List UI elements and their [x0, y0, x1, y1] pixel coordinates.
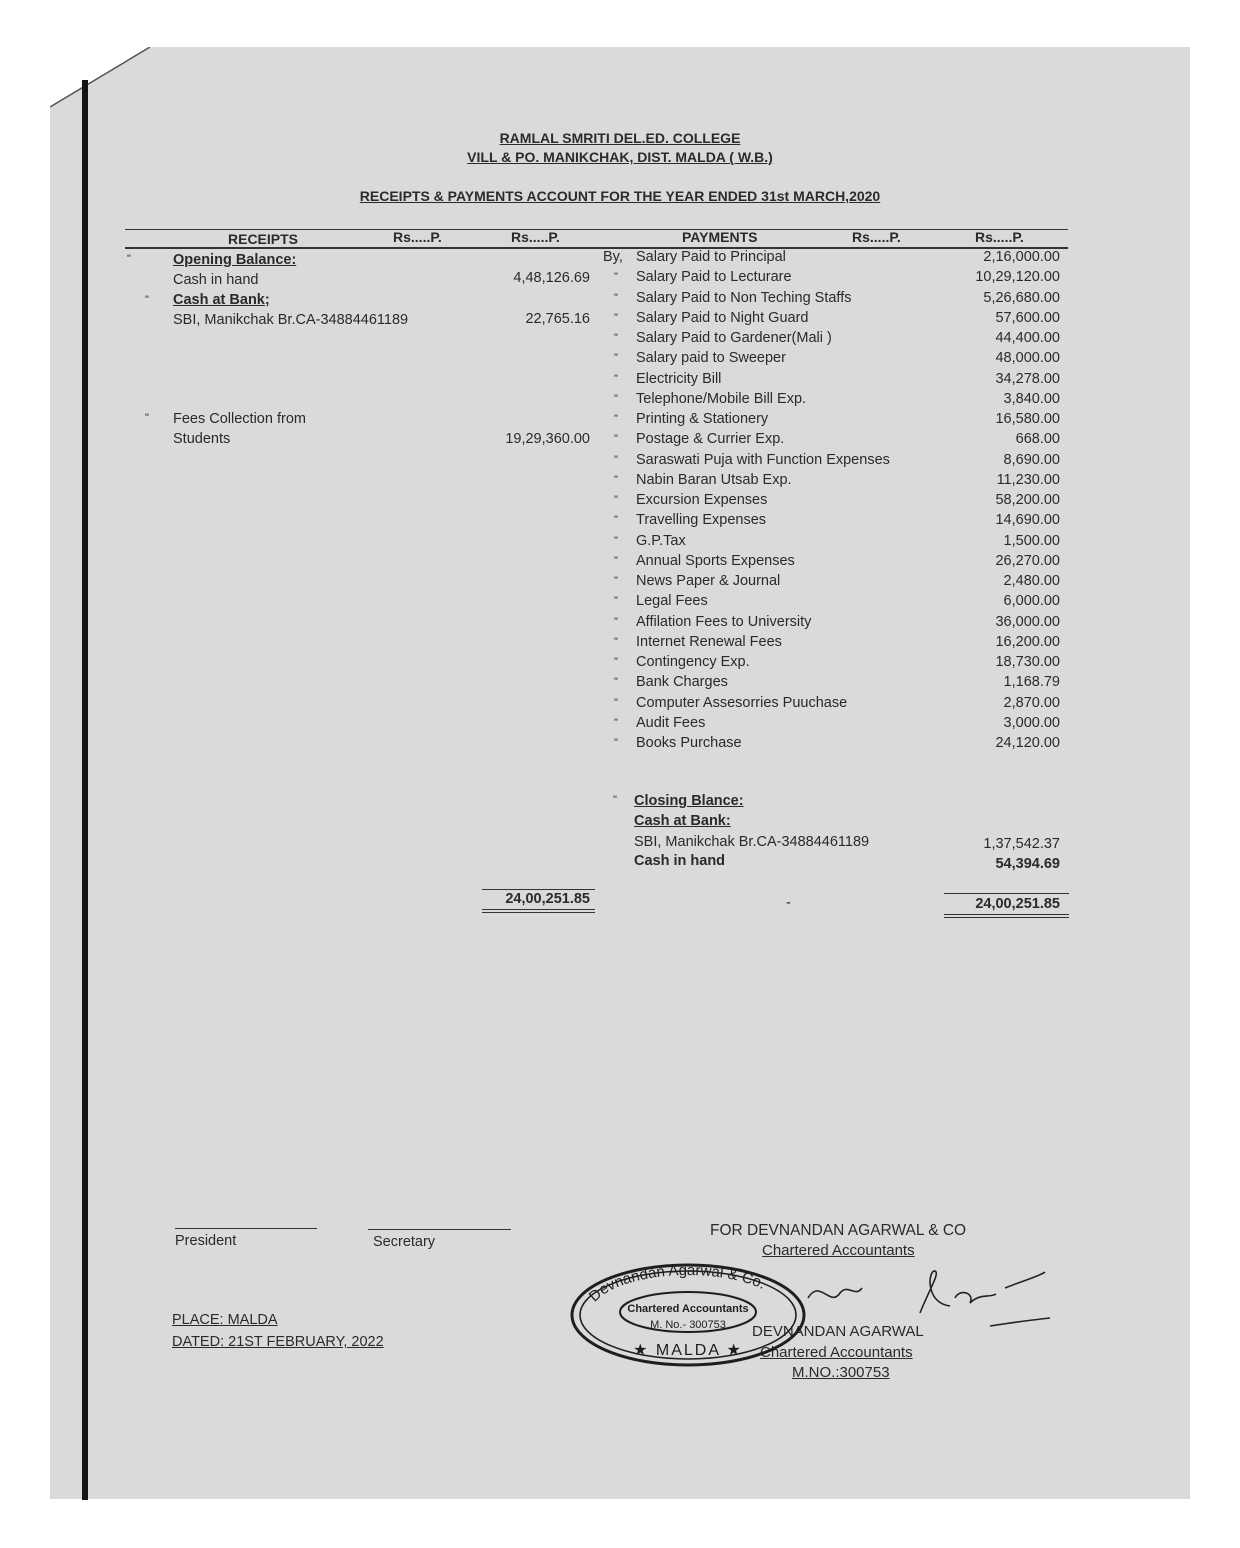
payment-item-label: Salary Paid to Gardener(Mali ) [636, 330, 832, 346]
ditto-mark: " [614, 271, 618, 284]
payment-item-amount: 18,730.00 [995, 654, 1060, 670]
president-label: President [175, 1233, 237, 1249]
ditto-mark: " [614, 311, 618, 324]
receipt-fees-amount: 19,29,360.00 [505, 431, 590, 447]
payment-item-amount: 34,278.00 [995, 370, 1060, 387]
ditto-mark: " [614, 392, 618, 405]
payment-item-label: Nabin Baran Utsab Exp. [636, 471, 792, 488]
payment-item-label: Bank Charges [636, 674, 728, 691]
svg-text:★ MALDA ★: ★ MALDA ★ [633, 1342, 743, 1359]
secretary-signature-line [368, 1229, 511, 1230]
payment-item-amount: 2,16,000.00 [983, 249, 1060, 265]
receipt-fees-line1: Fees Collection from [173, 411, 306, 427]
payment-item-label: Books Purchase [636, 735, 742, 751]
payment-item-label: Electricity Bill [636, 370, 722, 387]
receipt-total-rule-double [482, 912, 595, 913]
binding-line [82, 80, 88, 1500]
payment-item-amount: 16,580.00 [995, 411, 1060, 427]
payment-item-amount: 57,600.00 [995, 309, 1060, 326]
table-header-rule [125, 247, 1068, 249]
receipt-total-rule-top [482, 889, 595, 890]
payment-item-label: Saraswati Puja with Function Expenses [636, 451, 890, 468]
handwritten-signature [800, 1268, 1060, 1338]
ditto-mark: " [614, 696, 618, 709]
col-rs-p-2: Rs.....P. [511, 229, 560, 245]
payment-cash-at-bank: Cash at Bank: [634, 813, 731, 829]
payment-item-amount: 14,690.00 [995, 512, 1060, 529]
payment-item-label: Contingency Exp. [636, 654, 750, 670]
ditto-mark: " [614, 352, 618, 365]
ditto-mark: " [614, 433, 618, 446]
closing-balance-label: Closing Blance: [634, 793, 744, 809]
receipt-sbi-amount: 22,765.16 [525, 311, 590, 327]
ditto-mark: " [145, 412, 149, 424]
payment-item-amount: 58,200.00 [995, 492, 1060, 508]
receipt-cash-in-hand: Cash in hand [173, 272, 259, 288]
firm-name: FOR DEVNANDAN AGARWAL & CO [710, 1222, 967, 1239]
ditto-mark: " [614, 615, 618, 628]
ditto-mark: " [613, 794, 617, 806]
payment-item-amount: 24,120.00 [995, 735, 1060, 751]
payment-item-label: Excursion Expenses [636, 492, 768, 508]
payment-item-label: Salary Paid to Non Teching Staffs [636, 289, 852, 306]
payment-item-label: Salary paid to Sweeper [636, 350, 786, 367]
ditto-mark: " [614, 332, 618, 344]
firm-subtitle: Chartered Accountants [762, 1242, 915, 1259]
payment-item-amount: 10,29,120.00 [975, 269, 1060, 286]
payment-item-amount: 36,000.00 [995, 613, 1060, 630]
payment-sbi-amount: 1,37,542.37 [983, 836, 1060, 852]
payment-item-amount: 3,000.00 [1003, 714, 1060, 731]
payment-item-amount: 11,230.00 [996, 471, 1060, 488]
dash-mark: - [786, 895, 791, 911]
payment-item-amount: 2,870.00 [1003, 694, 1060, 711]
payment-item-label: Annual Sports Expenses [636, 552, 795, 569]
ditto-mark: " [614, 595, 618, 608]
payment-item-amount: 26,270.00 [995, 552, 1060, 569]
payment-item-label: Travelling Expenses [636, 512, 767, 529]
signatory-subtitle: Chartered Accountants [760, 1344, 913, 1361]
place-label: PLACE: MALDA [172, 1312, 278, 1328]
ditto-mark: " [145, 294, 149, 306]
col-rs-p-3: Rs.....P. [852, 229, 901, 245]
payment-item-label: G.P.Tax [636, 532, 686, 549]
account-title: RECEIPTS & PAYMENTS ACCOUNT FOR THE YEAR ENDED 31st MARCH,2020 [359, 188, 881, 204]
payment-item-label: Legal Fees [636, 593, 708, 610]
dated-label: DATED: 21ST FEBRUARY, 2022 [172, 1334, 384, 1350]
college-name: RAMLAL SMRITI DEL.ED. COLLEGE [499, 130, 741, 146]
receipt-cash-at-bank: Cash at Bank; [173, 292, 270, 308]
ditto-mark: " [614, 534, 618, 547]
payment-item-amount: 44,400.00 [995, 330, 1060, 346]
payment-item-label: News Paper & Journal [636, 573, 781, 589]
ca-stamp [568, 1260, 808, 1370]
ditto-mark: " [614, 676, 618, 689]
payment-item-amount: 8,690.00 [1003, 451, 1060, 468]
payment-item-amount: 3,840.00 [1003, 390, 1060, 407]
ditto-mark: " [614, 291, 618, 304]
payment-total: 24,00,251.85 [975, 896, 1060, 912]
ditto-mark: " [614, 737, 618, 749]
payment-item-amount: 1,168.79 [1003, 674, 1060, 691]
payment-item-amount: 1,500.00 [1003, 532, 1060, 549]
payment-item-label: Salary Paid to Principal [636, 249, 786, 265]
payment-total-rule-double [944, 917, 1069, 918]
svg-text:Chartered Accountants: Chartered Accountants [627, 1303, 749, 1315]
ditto-mark: " [614, 575, 618, 587]
payment-item-label: Telephone/Mobile Bill Exp. [636, 390, 807, 407]
ditto-mark: " [614, 554, 618, 567]
ditto-mark: " [614, 494, 618, 506]
payment-item-amount: 48,000.00 [995, 350, 1060, 367]
payment-total-rule-top [944, 893, 1069, 894]
receipt-total-rule-bottom [482, 909, 595, 910]
col-payments: PAYMENTS [682, 229, 758, 245]
payment-item-amount: 5,26,680.00 [983, 289, 1060, 306]
payment-item-label: Postage & Currier Exp. [636, 431, 785, 448]
payment-cash-in-hand-amount: 54,394.69 [995, 856, 1060, 872]
ditto-mark: " [614, 372, 618, 385]
ditto-mark: " [614, 473, 618, 486]
col-rs-p-4: Rs.....P. [975, 229, 1024, 245]
ditto-mark: " [614, 453, 618, 466]
payment-item-label: Printing & Stationery [636, 411, 769, 427]
payment-total-rule-bottom [944, 914, 1069, 915]
payment-item-label: Salary Paid to Lecturare [636, 269, 792, 286]
payment-item-amount: 668.00 [1015, 431, 1060, 448]
ditto-mark: " [614, 716, 618, 729]
payment-item-label: Computer Assesorries Puuchase [636, 694, 848, 711]
membership-number: M.NO.:300753 [792, 1364, 890, 1381]
payment-sbi-account: SBI, Manikchak Br.CA-34884461189 [634, 834, 870, 850]
payment-item-label: Salary Paid to Night Guard [636, 309, 809, 326]
receipt-fees-line2: Students [173, 431, 231, 447]
table-top-rule [125, 229, 1068, 230]
payment-item-amount: 16,200.00 [995, 633, 1060, 650]
college-address: VILL & PO. MANIKCHAK, DIST. MALDA ( W.B.) [467, 149, 773, 165]
secretary-label: Secretary [373, 1234, 436, 1250]
opening-balance-label: Opening Balance: [173, 252, 297, 268]
receipt-sbi-account: SBI, Manikchak Br.CA-34884461189 [173, 312, 409, 328]
receipt-total: 24,00,251.85 [505, 891, 590, 907]
ditto-mark: " [614, 635, 618, 648]
payment-cash-in-hand: Cash in hand [634, 853, 726, 869]
col-receipts: RECEIPTS [228, 231, 299, 247]
payment-item-amount: 2,480.00 [1003, 573, 1060, 589]
ditto-mark: " [614, 514, 618, 527]
payment-item-label: Affilation Fees to University [636, 613, 812, 630]
page-fold-corner [50, 47, 150, 117]
payment-item-label: Audit Fees [636, 714, 706, 731]
president-signature-line [175, 1228, 317, 1229]
ditto-mark: " [127, 253, 131, 265]
by-label: By, [603, 249, 623, 265]
payment-item-amount: 6,000.00 [1003, 593, 1060, 610]
svg-text:M. No.- 300753: M. No.- 300753 [650, 1319, 726, 1331]
col-rs-p-1: Rs.....P. [393, 229, 442, 245]
payment-item-label: Internet Renewal Fees [636, 633, 782, 650]
ditto-mark: " [614, 656, 618, 668]
receipt-cash-in-hand-amount: 4,48,126.69 [513, 270, 590, 286]
signatory-name: DEVNANDAN AGARWAL [752, 1323, 924, 1340]
ditto-mark: " [614, 413, 618, 425]
svg-text:Devnandan Agarwal & Co.: Devnandan Agarwal & Co. [585, 1261, 769, 1306]
